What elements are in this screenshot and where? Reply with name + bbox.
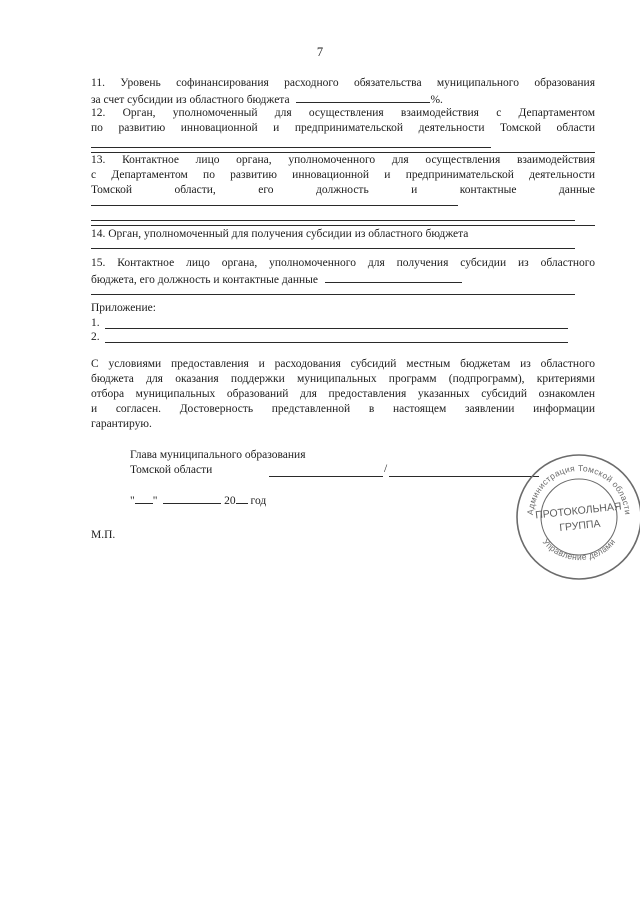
date-day-field[interactable] [135,492,153,504]
signature-separator: / [384,463,388,475]
item13-answer-line-2[interactable] [91,220,575,221]
item13-line1: 13. Контактное лицо органа, уполномоченного для осуществления взаимодействия [91,154,595,166]
item15-line2-text: бюджета, его должность и контактные данные [91,274,318,286]
stamp-seal [512,450,640,584]
item11-line1: 11. Уровень софинансирования расходного обязательства муниципального образования [91,77,595,89]
date-quote-close: " [152,495,158,507]
signature-position: Глава муниципального образования [130,449,306,461]
stamp-center-line2: ГРУППА [558,517,602,535]
item15-answer-line[interactable] [91,294,575,295]
item15-line1: 15. Контактное лицо органа, уполномоченного для получения субсидии из областного [91,257,595,269]
consent-line3: отбора муниципальных образований для предоставления указанных субсидий ознакомлен [91,388,595,400]
item14-answer-line[interactable] [91,248,575,249]
signature-region: Томской области [130,464,213,476]
consent-line2: бюджета для оказания поддержки муниципальных программ (подпрограмм), критериями [91,373,595,385]
consent-line5: гарантирую. [91,418,152,430]
stamp-center-line1: ПРОТОКОЛЬНАЯ [534,500,623,522]
percent-suffix: %. [430,94,443,106]
date-year-field[interactable] [236,492,248,504]
item13-line2: с Департаментом по развитию инновационной и предпринимательской деятельности [91,169,595,181]
consent-line4: и согласен. Достоверность представленной в настоящем заявлении информации [91,403,595,415]
item14-top-rule [91,225,595,226]
date-year-suffix: год [250,495,267,507]
attachment-2-label: 2. [91,331,100,343]
stamp-ring-text-bottom: Управление делами [540,536,618,563]
item13-line3: Томской области, его должность и контактные данные [91,184,595,196]
item12-line2: по развитию инновационной и предпринимательской деятельности Томской области [91,122,595,134]
item11-subsidy-label: за счет субсидии из областного бюджета [91,94,290,106]
cofinancing-percent-field[interactable] [296,91,430,103]
item14-line1: 14. Орган, уполномоченный для получения субсидии из областного бюджета [91,228,469,240]
attachment-2-field[interactable] [105,342,568,343]
attachments-title: Приложение: [91,302,156,314]
stamp-ring-text-top: Администрация Томской области [524,462,633,516]
attachment-1-label: 1. [91,317,100,329]
signature-field[interactable] [269,476,383,477]
date-quote-open: " [130,495,135,507]
date-month-field[interactable] [163,492,221,504]
date-year-prefix: 20 [224,495,236,507]
item15-contact-field[interactable] [325,271,462,283]
item12-line1: 12. Орган, уполномоченный для осуществления взаимодействия с Департаментом [91,107,595,119]
seal-place-label: М.П. [91,529,116,541]
consent-line1: С условиями предоставления и расходования субсидий местным бюджетам из областного [91,358,595,370]
item12-answer-line[interactable] [91,147,491,148]
attachment-1-field[interactable] [105,328,568,329]
item13-answer-line-1[interactable] [91,205,458,206]
page-number: 7 [316,45,324,59]
item15-line2 [91,271,462,288]
signature-date [130,492,266,509]
